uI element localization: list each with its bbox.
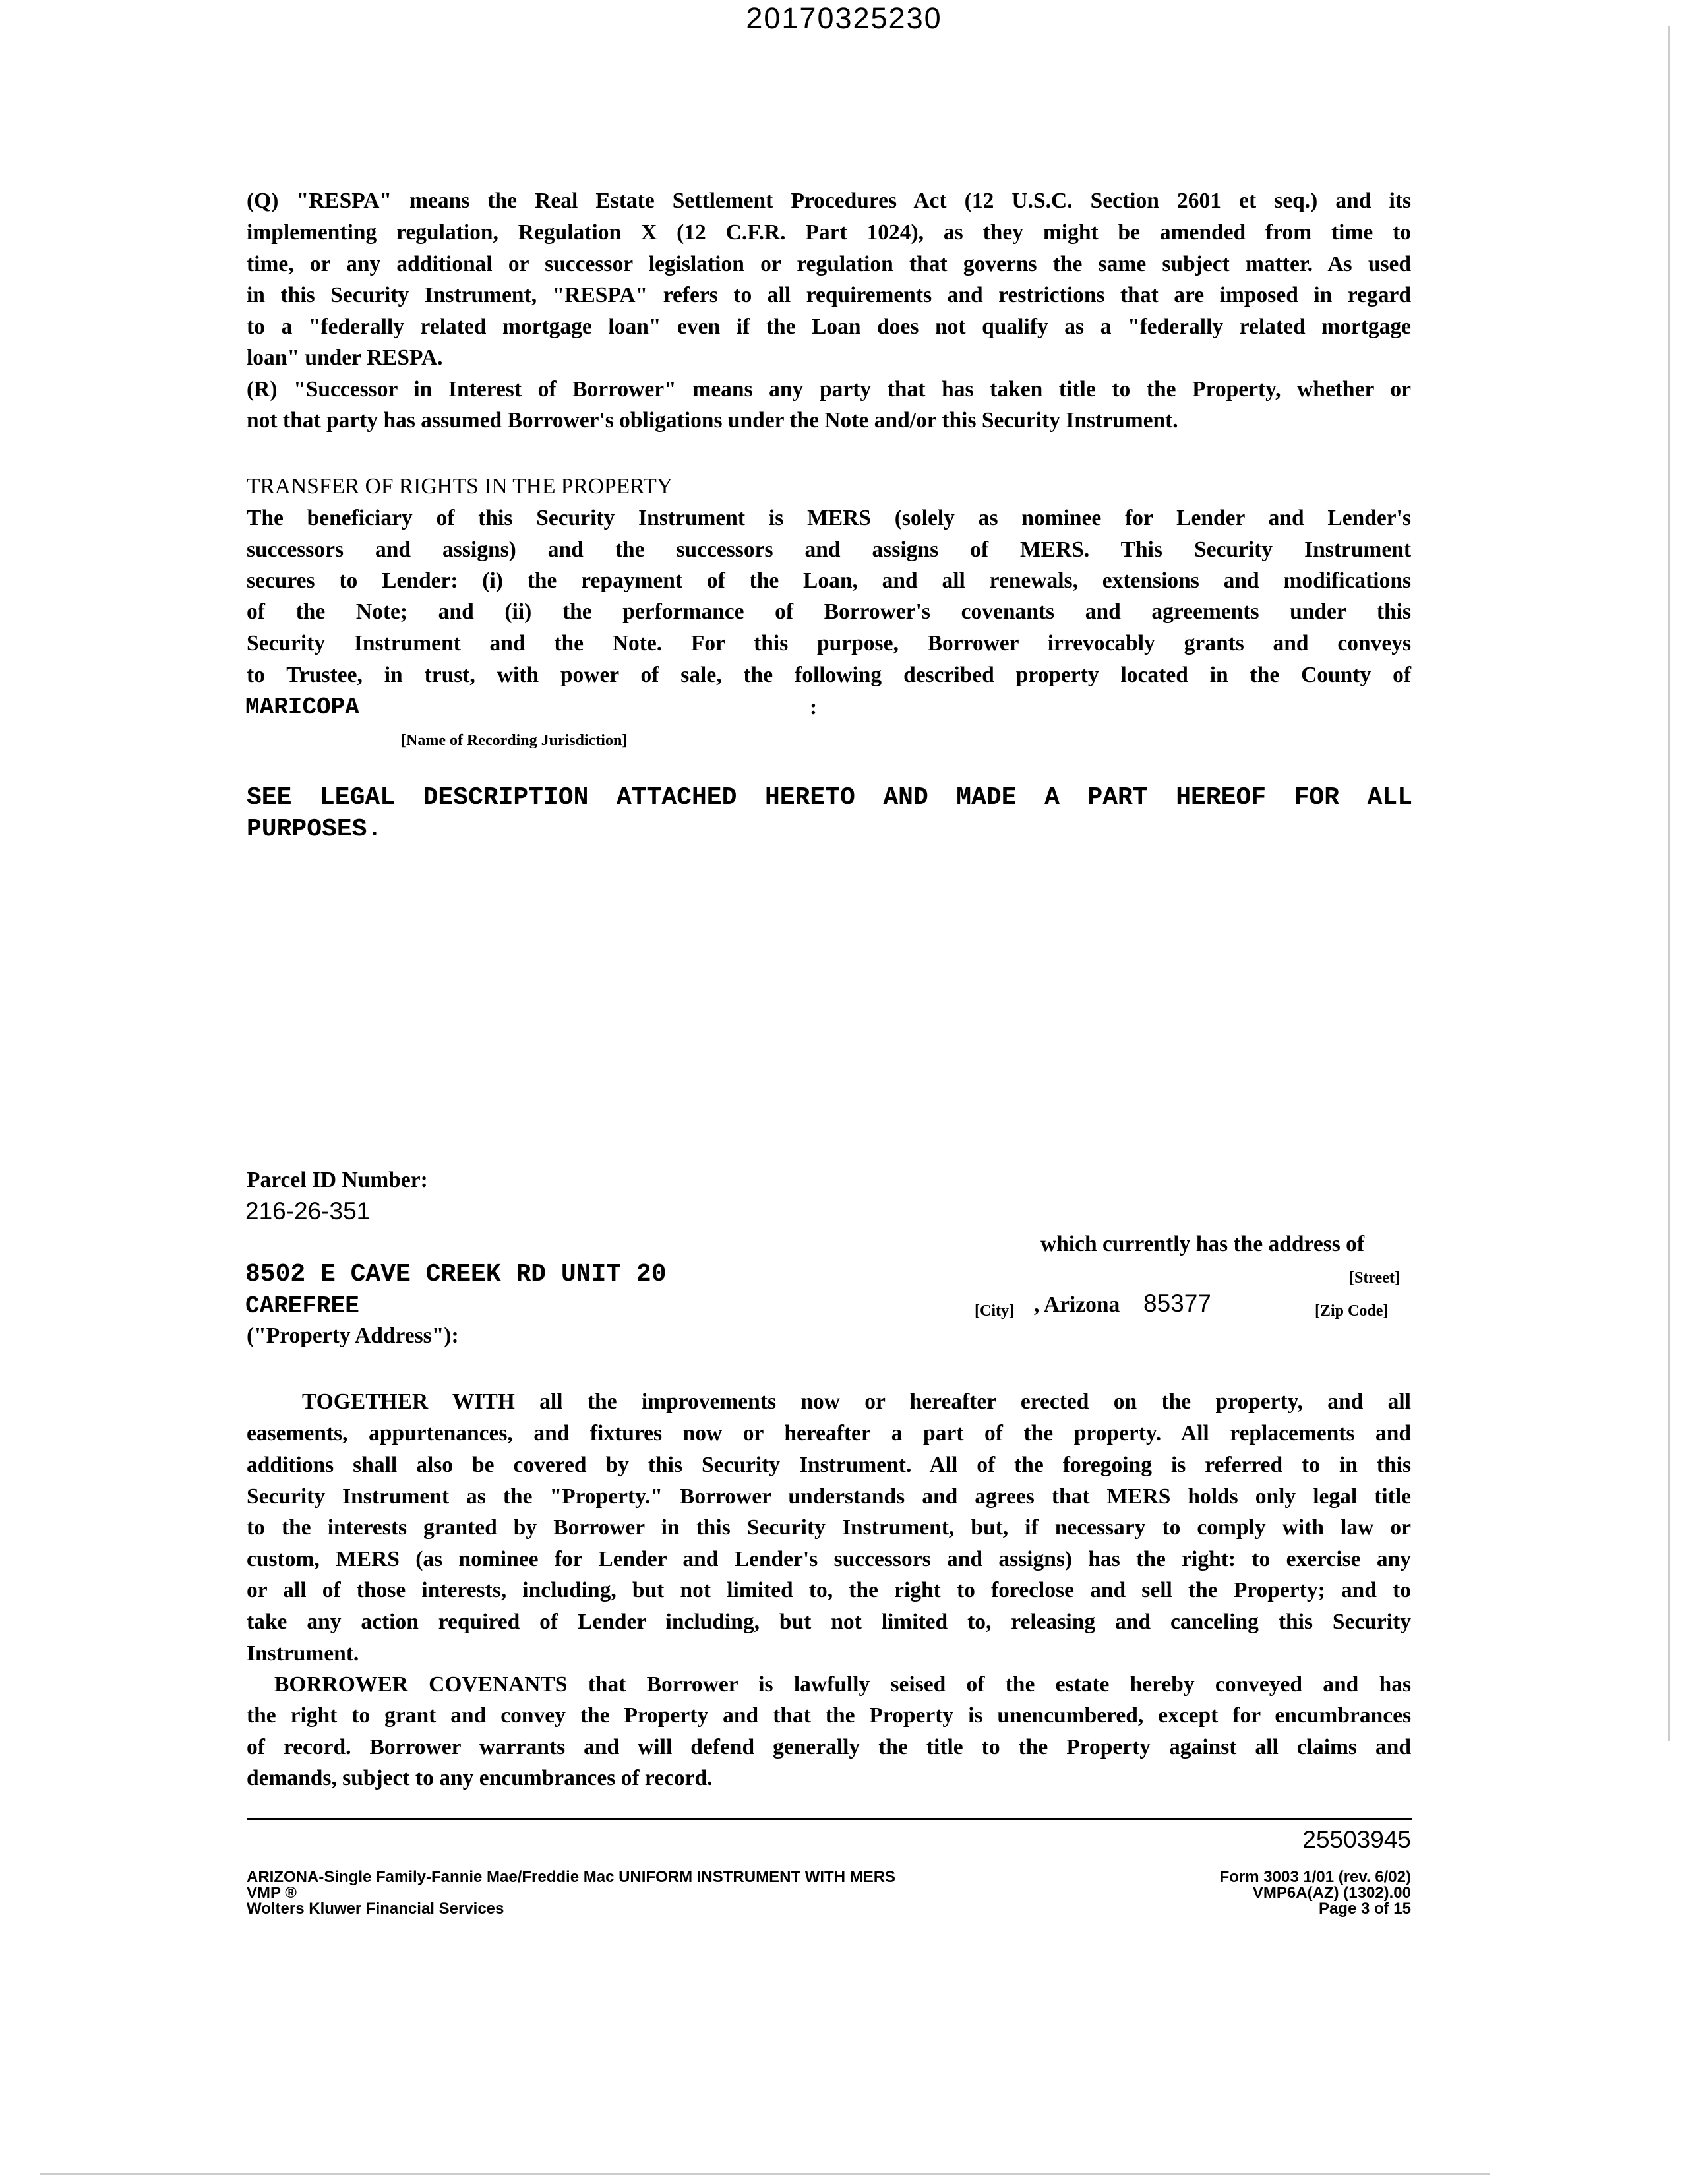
text-line: to Trustee, in trust, with power of sale, the following described property located in the County of xyxy=(247,663,1411,687)
text-line: BORROWER COVENANTS that Borrower is lawfully seised of the estate hereby conveyed and has xyxy=(274,1672,1411,1697)
publisher: Wolters Kluwer Financial Services xyxy=(247,1900,504,1918)
section-heading: TRANSFER OF RIGHTS IN THE PROPERTY xyxy=(247,474,673,499)
text-line: or all of those interests, including, but not limited to, the right to foreclose and sell the Property; and to xyxy=(247,1578,1411,1602)
text-line: Security Instrument and the Note. For this purpose, Borrower irrevocably grants and conveys xyxy=(247,631,1411,655)
text-line: the right to grant and convey the Property and that the Property is unencumbered, except for encumbrances xyxy=(247,1703,1411,1728)
scan-edge-noise xyxy=(40,2173,1490,2175)
state-name: , Arizona xyxy=(1034,1292,1120,1317)
text-line: The beneficiary of this Security Instrument is MERS (solely as nominee for Lender and Lender's xyxy=(247,506,1411,530)
text-line: demands, subject to any encumbrances of record. xyxy=(247,1766,713,1790)
text-line: PURPOSES. xyxy=(247,815,382,843)
parcel-label: Parcel ID Number: xyxy=(247,1168,428,1192)
form-title: ARIZONA-Single Family-Fannie Mae/Freddie Mac UNIFORM INSTRUMENT WITH MERS xyxy=(247,1868,896,1886)
text-line: easements, appurtenances, and fixtures now or hereafter a part of the property. All replacements and xyxy=(247,1421,1411,1445)
text-line: secures to Lender: (i) the repayment of the Loan, and all renewals, extensions and modifications xyxy=(247,568,1411,593)
text-line: take any action required of Lender including, but not limited to, releasing and canceling this Security xyxy=(247,1610,1411,1634)
form-number: Form 3003 1/01 (rev. 6/02) xyxy=(1219,1868,1411,1886)
text-line: custom, MERS (as nominee for Lender and Lender's successors and assigns) has the right: to exercise any xyxy=(247,1547,1411,1571)
text-line: (R) "Successor in Interest of Borrower" means any party that has taken title to the Property, whether or xyxy=(247,377,1411,402)
county-name: MARICOPA xyxy=(245,694,359,721)
form-code: VMP6A(AZ) (1302).00 xyxy=(1252,1884,1411,1902)
city-name: CAREFREE xyxy=(245,1292,359,1320)
street-address: 8502 E CAVE CREEK RD UNIT 20 xyxy=(245,1260,667,1289)
text-line: of record. Borrower warrants and will defend generally the title to the Property against all claims and xyxy=(247,1735,1411,1759)
scan-edge-noise xyxy=(1668,26,1670,1741)
text-line: to the interests granted by Borrower in this Security Instrument, but, if necessary to comply with law or xyxy=(247,1515,1411,1540)
loan-number: 25503945 xyxy=(1302,1826,1411,1853)
text-line: Security Instrument as the "Property." Borrower understands and agrees that MERS holds only legal title xyxy=(247,1484,1411,1509)
text-line: loan" under RESPA. xyxy=(247,346,443,370)
parcel-number: 216-26-351 xyxy=(245,1198,371,1225)
text-line: implementing regulation, Regulation X (12 C.F.R. Part 1024), as they might be amended from time to xyxy=(247,220,1411,245)
county-colon: : xyxy=(810,695,818,719)
text-line: to a "federally related mortgage loan" even if the Loan does not qualify as a "federally related mortgage xyxy=(247,315,1411,339)
street-label: [Street] xyxy=(1349,1269,1400,1287)
text-line: Instrument. xyxy=(247,1641,359,1666)
text-line: SEE LEGAL DESCRIPTION ATTACHED HERETO AND MADE A PART HEREOF FOR ALL xyxy=(247,783,1412,812)
text-line: additions shall also be covered by this Security Instrument. All of the foregoing is referred to in this xyxy=(247,1453,1411,1477)
text-line: not that party has assumed Borrower's obligations under the Note and/or this Security Instrument. xyxy=(247,408,1178,433)
text-line: (Q) "RESPA" means the Real Estate Settlement Procedures Act (12 U.S.C. Section 2601 et seq.) and its xyxy=(247,189,1411,213)
page-number: Page 3 of 15 xyxy=(1318,1900,1411,1918)
vmp-mark: VMP ® xyxy=(247,1884,297,1902)
text-line: of the Note; and (ii) the performance of Borrower's covenants and agreements under this xyxy=(247,599,1411,624)
zip-code: 85377 xyxy=(1143,1290,1211,1317)
address-intro: which currently has the address of xyxy=(1040,1232,1365,1256)
text-line: successors and assigns) and the successors and assigns of MERS. This Security Instrument xyxy=(247,537,1411,562)
text-line: time, or any additional or successor legislation or regulation that governs the same subject matter. As used xyxy=(247,252,1411,276)
text-line: TOGETHER WITH all the improvements now or hereafter erected on the property, and all xyxy=(302,1389,1411,1414)
city-label: [City] xyxy=(975,1302,1014,1320)
footer-rule xyxy=(247,1818,1412,1820)
zip-label: [Zip Code] xyxy=(1315,1302,1389,1320)
text-line: in this Security Instrument, "RESPA" refers to all requirements and restrictions that are imposed in regard xyxy=(247,283,1411,307)
property-address-label: ("Property Address"): xyxy=(247,1323,459,1348)
jurisdiction-label: [Name of Recording Jurisdiction] xyxy=(401,732,628,749)
recording-number: 20170325230 xyxy=(746,1,942,35)
